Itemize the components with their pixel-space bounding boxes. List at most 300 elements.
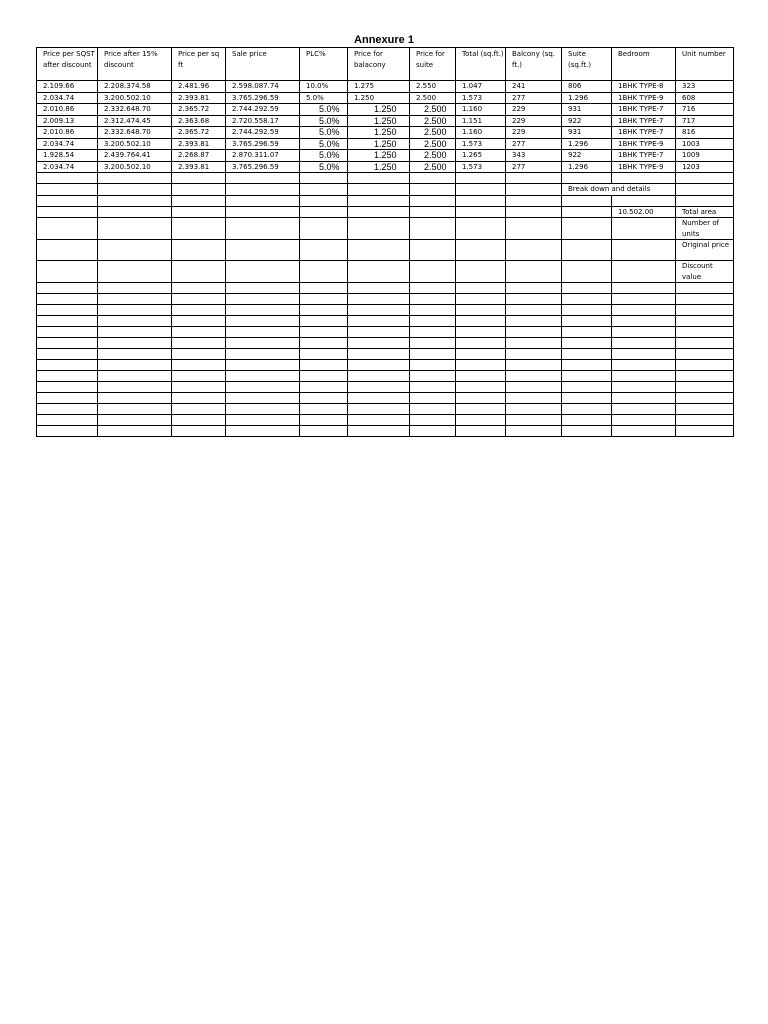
table-cell: 10.0% [300,81,348,93]
table-cell [300,206,348,218]
table-cell: 10.502.00 [612,206,676,218]
table-cell: 2.365.72 [172,104,226,116]
table-cell: 1BHK TYPE-7 [612,127,676,139]
table-cell [676,382,734,393]
table-cell: 5.0% [300,161,348,173]
table-cell [506,415,562,426]
table-cell [226,173,300,184]
table-cell [172,316,226,327]
table-cell: 2.332.648.70 [98,127,172,139]
table-cell [562,173,612,184]
table-row [37,294,734,305]
table-cell [226,426,300,437]
table-cell [456,338,506,349]
table-cell [98,371,172,382]
table-cell [562,195,612,206]
column-header: Price per SQST after discount [37,48,98,81]
table-cell: 1.160 [456,127,506,139]
table-cell [226,206,300,218]
table-cell [226,382,300,393]
table-cell [456,327,506,338]
table-row [37,173,734,184]
table-cell [172,305,226,316]
table-cell [562,316,612,327]
table-row [37,161,734,173]
table-cell [506,327,562,338]
table-cell [410,261,456,283]
table-row [37,415,734,426]
table-cell [410,294,456,305]
table-cell [676,404,734,415]
table-cell [456,173,506,184]
column-header: PLC% [300,48,348,81]
table-cell [410,415,456,426]
table-cell [456,360,506,371]
table-cell [300,404,348,415]
table-cell [676,371,734,382]
table-cell: 816 [676,127,734,139]
table-cell [37,426,98,437]
table-cell: 1.573 [456,161,506,173]
table-row [37,371,734,382]
table-cell: 2.393.81 [172,138,226,150]
table-cell [612,283,676,294]
table-cell: 1009 [676,150,734,162]
table-cell [676,338,734,349]
table-cell [98,173,172,184]
table-row [37,426,734,437]
table-cell [172,382,226,393]
table-cell: 1.250 [348,104,410,116]
table-cell: 931 [562,104,612,116]
table-cell: 277 [506,161,562,173]
column-header: Price for suite [410,48,456,81]
table-cell [300,240,348,261]
table-cell [348,404,410,415]
table-cell [348,294,410,305]
table-cell [562,338,612,349]
table-cell: 2.744.292.59 [226,127,300,139]
table-cell: 2.010.86 [37,104,98,116]
table-cell [506,393,562,404]
table-cell [300,283,348,294]
table-cell [37,218,98,240]
table-cell: 716 [676,104,734,116]
table-cell: 5.0% [300,115,348,127]
table-cell [612,173,676,184]
table-cell: 1203 [676,161,734,173]
table-cell [612,305,676,316]
table-cell [456,382,506,393]
table-row [37,218,734,240]
table-cell [348,184,410,196]
table-cell [300,371,348,382]
table-cell [37,393,98,404]
table-row [37,115,734,127]
table-cell [612,240,676,261]
table-row [37,240,734,261]
table-cell: 2.598.087.74 [226,81,300,93]
table-cell [456,393,506,404]
table-cell: 1BHK TYPE-9 [612,138,676,150]
table-cell [676,294,734,305]
table-cell [676,305,734,316]
table-cell [562,371,612,382]
table-cell [37,184,98,196]
table-cell [37,305,98,316]
table-cell [456,240,506,261]
table-cell [562,240,612,261]
table-cell: 2.208.374.58 [98,81,172,93]
table-cell [226,360,300,371]
table-cell [98,426,172,437]
table-cell: 2.109.66 [37,81,98,93]
table-cell [612,349,676,360]
table-cell: 1BHK TYPE-9 [612,92,676,104]
table-cell [226,371,300,382]
table-cell: 2.500 [410,92,456,104]
table-cell: 1.250 [348,161,410,173]
table-row [37,206,734,218]
table-cell [562,415,612,426]
table-cell: 1.573 [456,92,506,104]
table-cell [410,206,456,218]
table-row [37,261,734,283]
table-cell [98,195,172,206]
table-cell: 2.481.96 [172,81,226,93]
table-cell: 1.296 [562,92,612,104]
table-cell [98,261,172,283]
table-cell [348,173,410,184]
table-cell [98,338,172,349]
table-cell [226,327,300,338]
table-cell [456,404,506,415]
table-cell: 1.296 [562,138,612,150]
table-cell [410,382,456,393]
table-cell [300,338,348,349]
table-cell [226,240,300,261]
table-cell: 1.250 [348,92,410,104]
table-cell: 1003 [676,138,734,150]
table-cell [410,316,456,327]
table-cell: 2.500 [410,115,456,127]
table-cell [98,218,172,240]
table-row [37,92,734,104]
table-cell [98,283,172,294]
table-cell: 229 [506,127,562,139]
table-cell [37,382,98,393]
table-cell [300,261,348,283]
table-cell [348,195,410,206]
table-cell [348,393,410,404]
column-header: Price per sq ft [172,48,226,81]
table-cell [172,240,226,261]
table-cell: 5.0% [300,150,348,162]
table-cell [98,206,172,218]
table-cell: 1.151 [456,115,506,127]
table-cell [612,261,676,283]
table-cell [348,218,410,240]
table-cell [300,316,348,327]
table-cell: 343 [506,150,562,162]
table-cell [456,206,506,218]
table-cell [300,393,348,404]
table-cell [98,404,172,415]
header-row [37,48,734,81]
table-cell: 2.720.558.17 [226,115,300,127]
column-header: Total (sq.ft.) [456,48,506,81]
table-cell [37,327,98,338]
table-cell: 931 [562,127,612,139]
table-cell [676,360,734,371]
table-cell [348,349,410,360]
table-cell [172,283,226,294]
annexure-table [36,47,734,437]
table-cell [98,327,172,338]
table-cell [506,382,562,393]
table-cell [98,184,172,196]
table-cell [410,349,456,360]
table-cell [562,382,612,393]
table-cell [226,283,300,294]
table-cell: 277 [506,92,562,104]
table-cell [226,338,300,349]
table-cell: 2.365.72 [172,127,226,139]
table-cell: 2.500 [410,138,456,150]
table-cell [410,283,456,294]
table-cell [348,360,410,371]
table-cell: 229 [506,115,562,127]
table-cell [172,218,226,240]
column-header: Bedroom [612,48,676,81]
table-cell [506,426,562,437]
table-cell [410,371,456,382]
table-cell [348,206,410,218]
table-cell: 1.928.54 [37,150,98,162]
table-cell: 323 [676,81,734,93]
table-cell [410,305,456,316]
table-cell: 2.393.81 [172,92,226,104]
table-cell [612,338,676,349]
table-cell [456,415,506,426]
table-cell [612,371,676,382]
table-cell [37,294,98,305]
table-cell [98,305,172,316]
table-row [37,283,734,294]
table-cell [456,349,506,360]
table-cell: 1.296 [562,161,612,173]
table-cell [612,316,676,327]
table-cell: 5.0% [300,92,348,104]
table-cell: 3.765.296.59 [226,138,300,150]
column-header: Suite (sq.ft.) [562,48,612,81]
table-cell [172,393,226,404]
table-cell [37,349,98,360]
table-cell [676,173,734,184]
table-cell: 2.009.13 [37,115,98,127]
table-cell [612,415,676,426]
table-cell [562,404,612,415]
table-cell: 2.268.87 [172,150,226,162]
table-cell: 2.393.81 [172,161,226,173]
table-cell [348,338,410,349]
table-cell: 922 [562,150,612,162]
table-cell [300,195,348,206]
table-cell [612,294,676,305]
table-cell [300,327,348,338]
table-cell: Break down and details [562,184,676,196]
table-cell [226,404,300,415]
table-cell: 1.250 [348,115,410,127]
table-cell [37,404,98,415]
table-cell [348,283,410,294]
table-cell: 2.034.74 [37,161,98,173]
table-cell [410,338,456,349]
table-cell [456,305,506,316]
table-cell [348,261,410,283]
table-cell [506,173,562,184]
table-cell [612,327,676,338]
table-cell: 3.200.502.10 [98,92,172,104]
table-row [37,104,734,116]
table-row [37,404,734,415]
table-cell [612,195,676,206]
table-cell [456,426,506,437]
table-cell [300,382,348,393]
table-cell [676,316,734,327]
column-header: Unit number [676,48,734,81]
table-row [37,195,734,206]
table-cell: 2.500 [410,104,456,116]
table-cell [612,360,676,371]
table-cell [676,393,734,404]
table-cell [562,218,612,240]
table-cell [37,283,98,294]
table-cell: 717 [676,115,734,127]
table-cell [410,173,456,184]
table-cell [410,404,456,415]
table-cell: 1.573 [456,138,506,150]
table-cell: 806 [562,81,612,93]
table-cell [300,426,348,437]
table-cell [676,327,734,338]
table-cell [300,360,348,371]
table-cell [506,218,562,240]
table-cell [562,294,612,305]
table-cell [506,240,562,261]
table-cell [98,316,172,327]
table-cell [226,195,300,206]
table-cell [172,338,226,349]
table-cell [506,360,562,371]
table-cell [562,360,612,371]
table-cell [348,426,410,437]
table-cell: 3.200.502.10 [98,138,172,150]
table-cell [562,327,612,338]
table-cell [226,305,300,316]
table-cell [98,382,172,393]
table-row [37,360,734,371]
table-cell [348,327,410,338]
table-row [37,316,734,327]
table-cell [172,327,226,338]
table-cell: 1.265 [456,150,506,162]
table-cell: 1BHK TYPE-7 [612,150,676,162]
table-cell [37,338,98,349]
table-cell [226,294,300,305]
table-cell [562,261,612,283]
table-cell [410,240,456,261]
table-cell [348,240,410,261]
table-cell: 241 [506,81,562,93]
table-cell [676,415,734,426]
table-row [37,327,734,338]
table-cell [300,415,348,426]
table-row [37,138,734,150]
table-cell: 5.0% [300,127,348,139]
table-cell: 608 [676,92,734,104]
table-cell: 1BHK TYPE-7 [612,104,676,116]
table-cell: 1BHK TYPE-8 [612,81,676,93]
table-cell [348,305,410,316]
table-cell: 3.200.502.10 [98,161,172,173]
table-row [37,150,734,162]
table-cell [456,371,506,382]
table-cell [410,184,456,196]
table-cell [506,261,562,283]
table-cell [562,206,612,218]
table-cell [506,195,562,206]
table-cell: 229 [506,104,562,116]
table-cell: 2.439.764.41 [98,150,172,162]
table-cell [226,261,300,283]
column-header: Balcony (sq. ft.) [506,48,562,81]
table-cell [226,316,300,327]
table-cell [506,338,562,349]
table-cell [676,426,734,437]
table-cell: 2.332.648.70 [98,104,172,116]
table-cell [410,327,456,338]
table-cell: 2.034.74 [37,92,98,104]
table-cell: 1.160 [456,104,506,116]
table-cell [562,426,612,437]
table-cell: 1.250 [348,150,410,162]
table-cell: 1.250 [348,138,410,150]
table-cell [348,415,410,426]
table-cell [300,218,348,240]
table-cell: 2.363.68 [172,115,226,127]
sheet-title: Annexure 1 [354,34,414,46]
table-cell [37,195,98,206]
table-cell: 2.500 [410,161,456,173]
table-cell: 1BHK TYPE-7 [612,115,676,127]
table-cell [37,360,98,371]
table-cell: 3.765.296.59 [226,92,300,104]
table-cell [172,415,226,426]
table-cell: 2.744.292.59 [226,104,300,116]
table-cell [172,426,226,437]
table-cell [348,371,410,382]
table-row [37,338,734,349]
table-cell [612,393,676,404]
table-cell [172,294,226,305]
table-row [37,305,734,316]
table-cell [98,349,172,360]
table-cell: 1.250 [348,127,410,139]
table-cell [456,261,506,283]
table-cell [562,283,612,294]
table-cell [410,195,456,206]
